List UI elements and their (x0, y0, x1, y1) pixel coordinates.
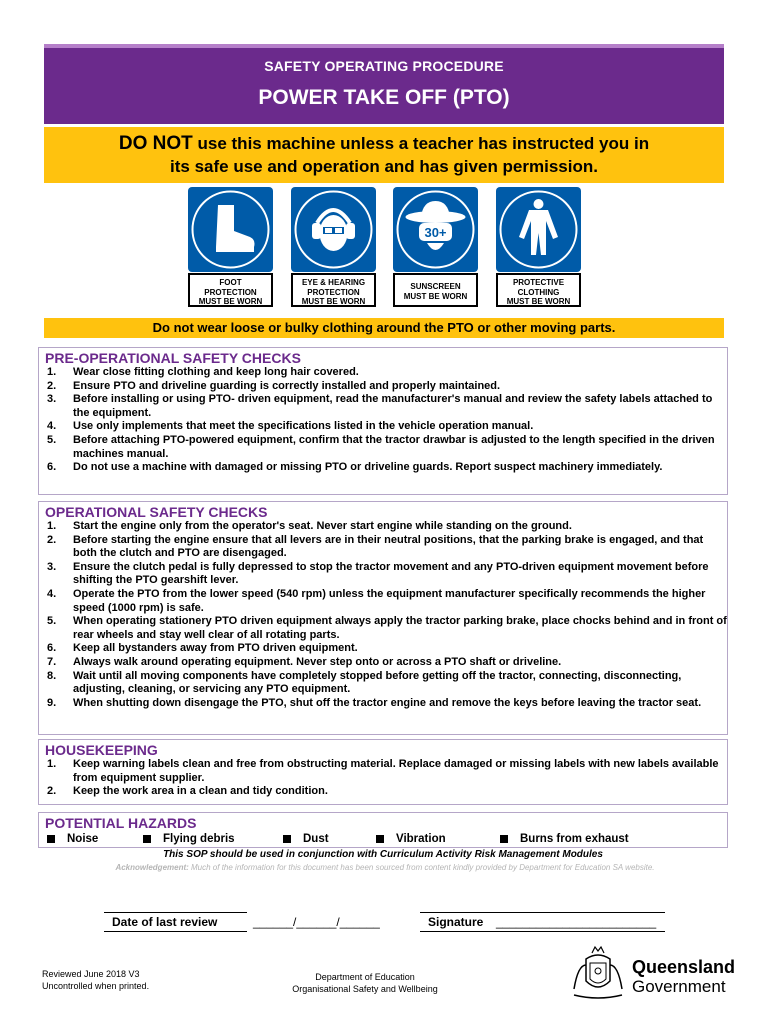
bullet-square-icon (376, 835, 384, 843)
coverall-icon (496, 187, 581, 272)
review-line-bottom (104, 931, 247, 932)
list-item: 4. Use only implements that meet the specifications listed in the vehicle operation manual. (47, 420, 534, 433)
review-label: Date of last review (112, 915, 218, 929)
logo-government: Government (632, 977, 726, 996)
ppe-sign-foot (188, 187, 273, 307)
bullet-square-icon (143, 835, 151, 843)
housekeeping-section (38, 739, 728, 805)
sign-label: SUNSCREEN MUST BE WORN (393, 273, 478, 307)
list-item: 1. Keep warning labels clean and free from obstructing material. Replace damaged or missing labels with new labels available from equipment supplier. (47, 758, 719, 784)
ppe-sign-eye-hearing (291, 187, 376, 307)
reviewed-text: Reviewed June 2018 V3 (42, 969, 140, 979)
sign-label: PROTECTIVE CLOTHING MUST BE WORN (496, 273, 581, 307)
list-item: 8. Wait until all moving components have completely stopped before getting off the tractor, connecting, disconnecting, adjusting, cleaning, or servicing any PTO equipment. (47, 669, 682, 696)
list-item: 5. When operating stationery PTO driven equipment always apply the tractor parking brake, place chocks behind and in front of rear wheels and stay well clear of all rotating parts. (47, 615, 727, 641)
spf-badge-text: 30+ (424, 225, 447, 240)
hazards-section (38, 812, 728, 848)
list-item: 9. When shutting down disengage the PTO, shut off the tractor engine and remove the keys before leaving the tractor seat. (47, 696, 702, 709)
qld-government-logo (568, 945, 738, 1005)
list-item: 2. Keep the work area in a clean and tidy condition. (47, 785, 328, 798)
sop-note: This SOP should be used in conjunction with Curriculum Activity Risk Management Modules (163, 849, 603, 860)
bullet-square-icon (500, 835, 508, 843)
operational-section (38, 501, 728, 735)
list-item: 1. Start the engine only from the operator's seat. Never start engine while standing on the ground. (47, 520, 572, 532)
signature-line-bottom (420, 931, 665, 932)
signature-blank[interactable]: ________________________ (496, 915, 657, 929)
sunscreen-hat-icon (393, 187, 478, 272)
ppe-sign-sunscreen (393, 187, 478, 307)
hazard-item: Noise (47, 832, 143, 846)
header-subtitle: SAFETY OPERATING PROCEDURE (264, 58, 504, 74)
header-title: POWER TAKE OFF (PTO) (258, 86, 510, 109)
bullet-square-icon (283, 835, 291, 843)
dept-text: Department of Education (315, 972, 415, 982)
section-title: HOUSEKEEPING (45, 742, 158, 758)
face-shield-icon (291, 187, 376, 272)
do-not-text: DO NOT (118, 133, 193, 154)
list-item: 3. Before installing or using PTO- driven equipment, read the manufacturer's manual and review the safety labels attached to the equipment. (47, 393, 713, 419)
signature-line-top (420, 912, 665, 913)
sop-header (44, 44, 724, 124)
section-title: PRE-OPERATIONAL SAFETY CHECKS (45, 350, 301, 366)
hazard-item: Dust (283, 832, 376, 846)
review-line-top (104, 912, 247, 913)
hazard-item: Flying debris (143, 832, 283, 846)
unit-text: Organisational Safety and Wellbeing (292, 984, 438, 994)
list-item: 4. Operate the PTO from the lower speed (540 rpm) unless the equipment manufacturer specifically recommends the higher speed (1000 rpm) is safe. (47, 587, 706, 614)
list-item: 2. Before starting the engine ensure that all levers are in their neutral positions, that the parking brake is engaged, and that both the clutch and PTO are disengaged. (47, 533, 704, 560)
hazard-item: Vibration (376, 832, 500, 846)
review-date-blank[interactable]: ______/______/______ (253, 915, 380, 929)
list-item: 6. Do not use a machine with damaged or missing PTO or driveline guards. Report suspect machinery immediately. (47, 461, 663, 474)
sign-label: FOOT PROTECTION MUST BE WORN (188, 273, 273, 307)
logo-queensland: Queensland (632, 957, 736, 977)
ppe-signs (188, 187, 583, 307)
uncontrolled-text: Uncontrolled when printed. (42, 981, 150, 991)
bullet-square-icon (47, 835, 55, 843)
list-item: 2. Ensure PTO and driveline guarding is correctly installed and properly maintained. (47, 379, 501, 392)
section-title: OPERATIONAL SAFETY CHECKS (45, 504, 268, 520)
list-item: 6. Keep all bystanders away from PTO driven equipment. (47, 642, 358, 655)
pre-operational-section (38, 347, 728, 495)
boot-icon (188, 187, 273, 272)
coat-of-arms-icon (568, 945, 628, 1003)
warning-line1: use this machine unless a teacher has instructed you in (192, 134, 650, 153)
list-item: 1. Wear close fitting clothing and keep long hair covered. (47, 366, 359, 378)
warning-line2: its safe use and operation and has given permission. (170, 157, 598, 176)
list-item: 5. Before attaching PTO-powered equipment, confirm that the tractor drawbar is adjusted to the length specified in the driven machines manual. (47, 433, 715, 460)
sign-label: EYE & HEARING PROTECTION MUST BE WORN (291, 273, 376, 307)
section-title: POTENTIAL HAZARDS (45, 815, 197, 831)
list-item: 7. Always walk around operating equipment. Never step onto or across a PTO shaft or driveline. (47, 655, 562, 668)
signature-label: Signature (428, 915, 484, 929)
ppe-sign-clothing (496, 187, 581, 307)
acknowledgement: Acknowledgement: Much of the information for this document has been sourced from content kindly provided by Department for Education SA website. (115, 863, 655, 872)
permission-warning (44, 127, 724, 183)
clothing-warning: Do not wear loose or bulky clothing around the PTO or other moving parts. (44, 318, 724, 338)
list-item: 3. Ensure the clutch pedal is fully depressed to stop the tractor movement and any PTO-driven equipment movement before shifting the PTO gearshift lever. (47, 560, 709, 587)
hazard-item: Burns from exhaust (500, 832, 629, 846)
